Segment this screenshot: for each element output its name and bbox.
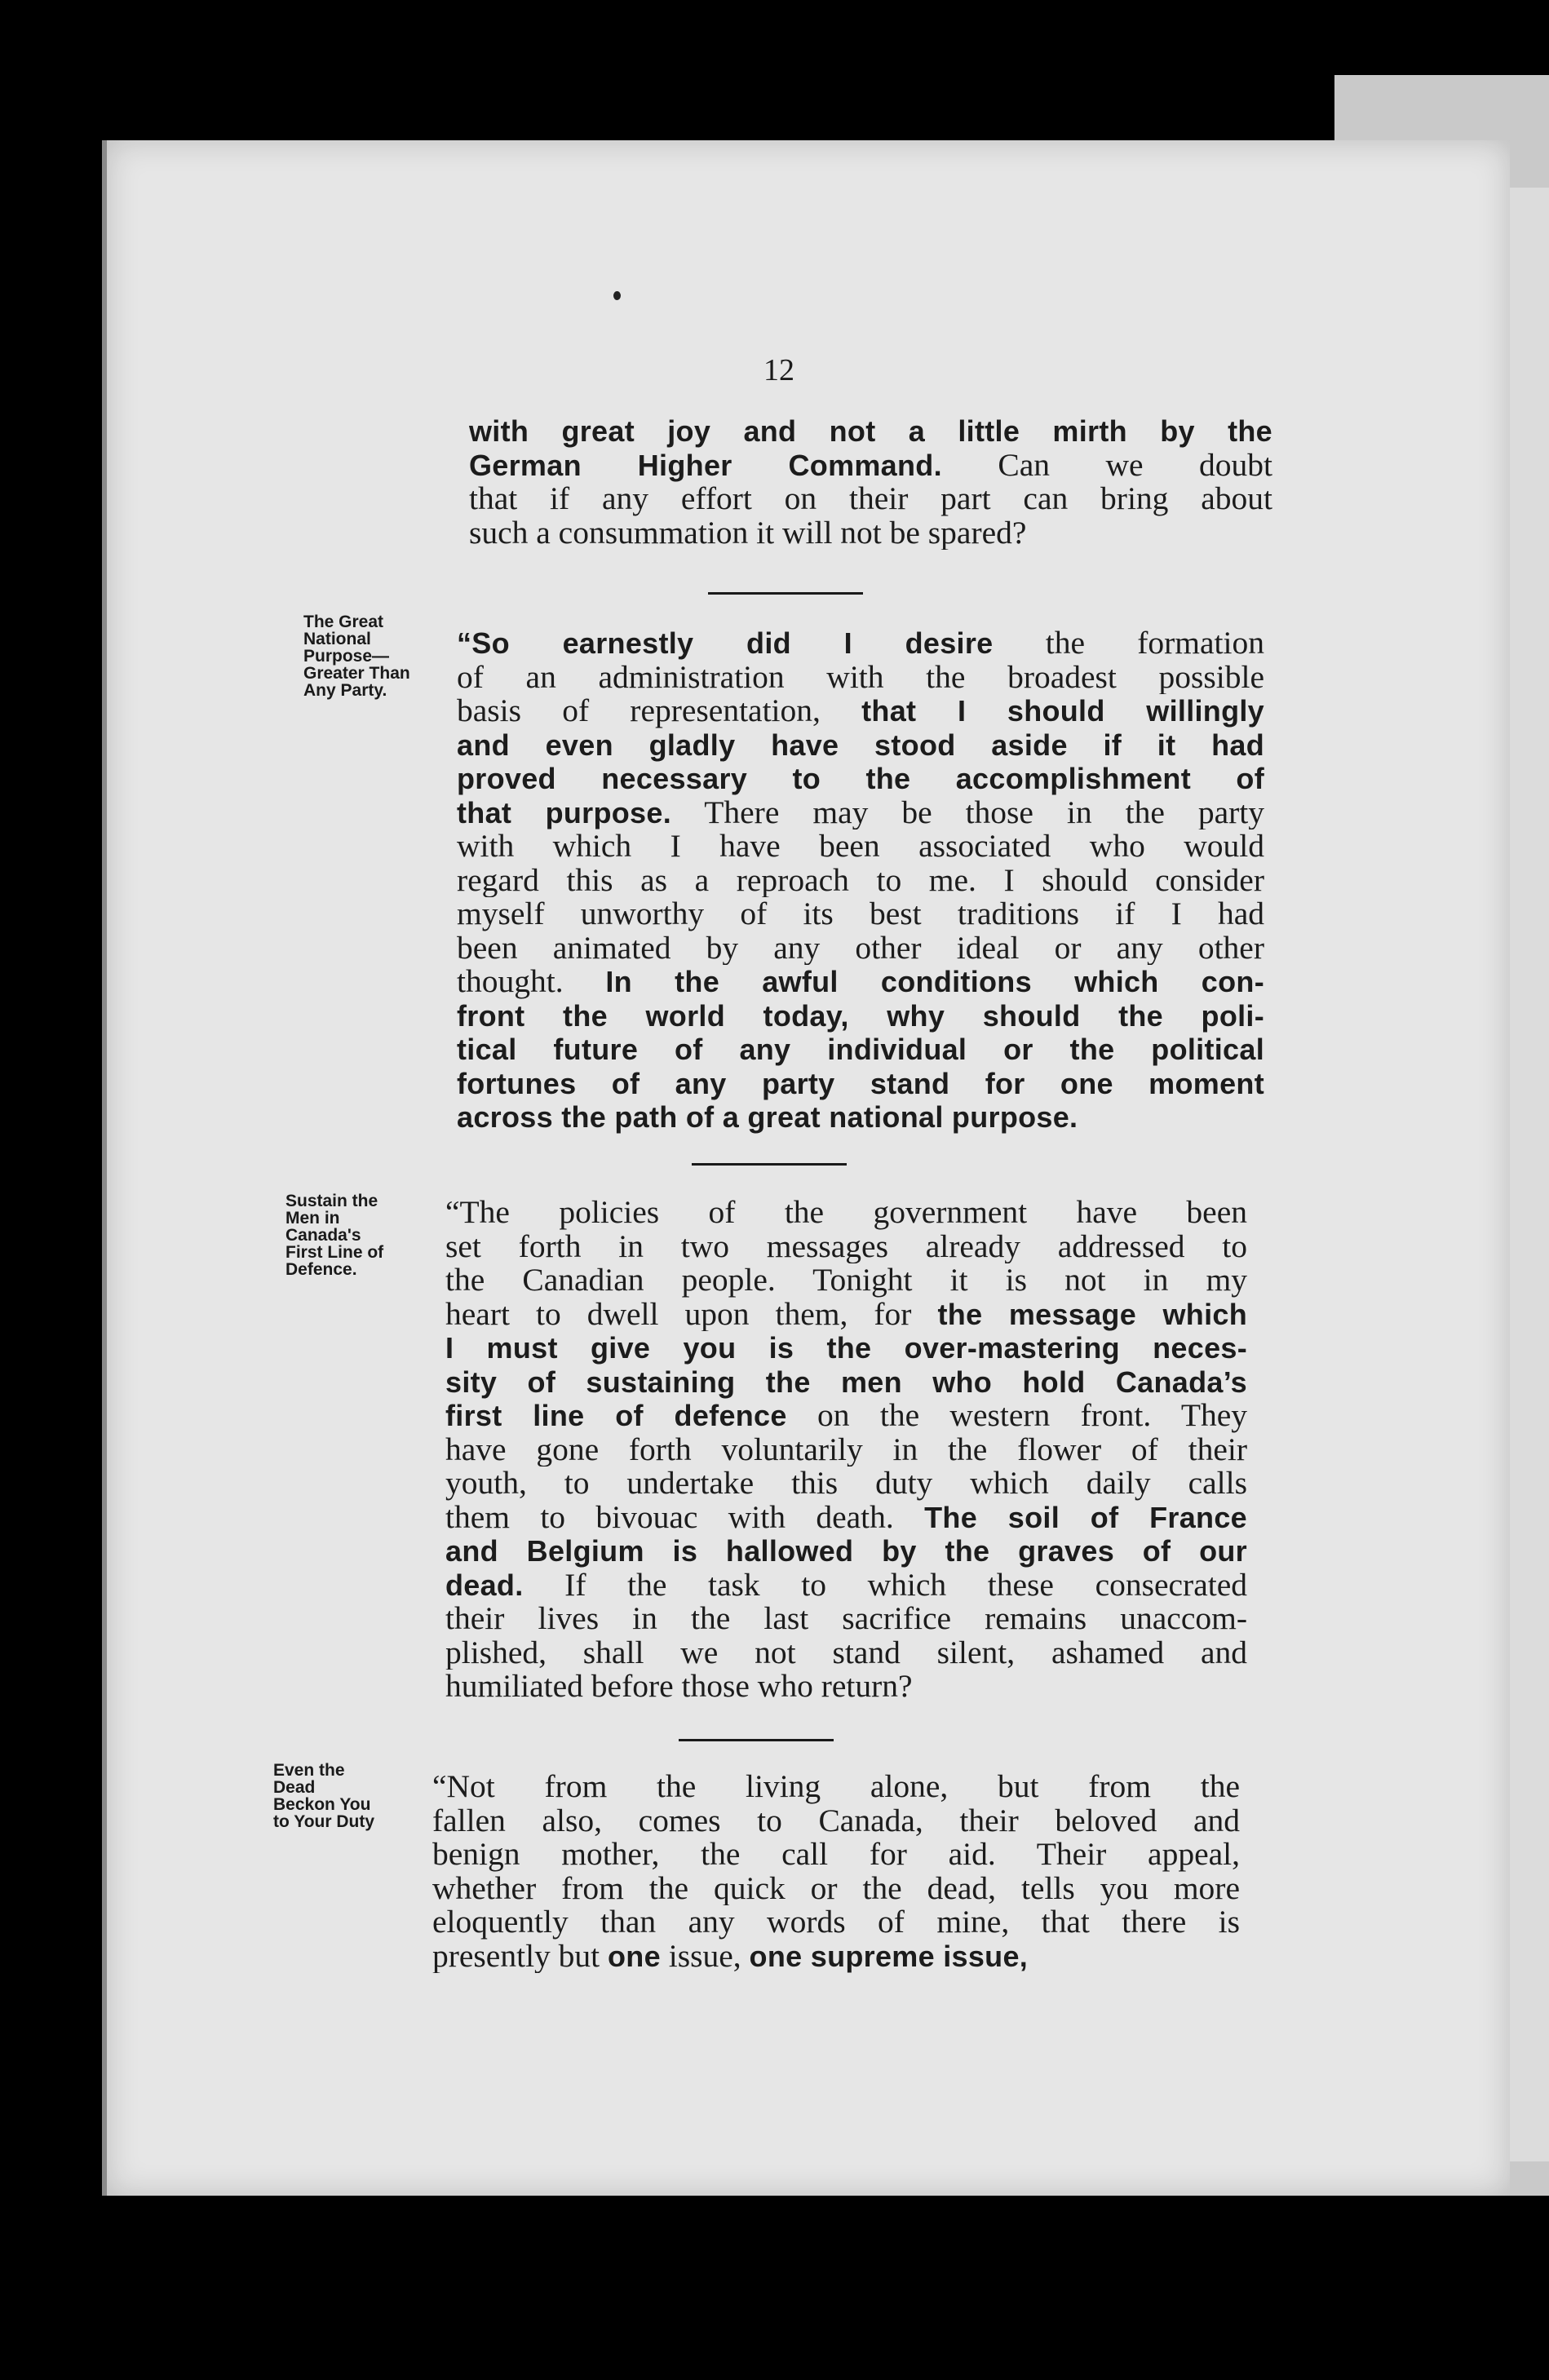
section-divider-3 bbox=[679, 1739, 834, 1741]
paragraph-german-higher-command bbox=[469, 414, 1272, 550]
bold-text-run: and even gladly have stood aside if it had bbox=[457, 728, 1264, 762]
bold-text-run: I must give you is the over-mastering neces- bbox=[445, 1331, 1247, 1365]
bold-text-run: front the world today, why should the poli- bbox=[457, 998, 1264, 1033]
text-line bbox=[457, 626, 1264, 661]
text-line bbox=[457, 999, 1264, 1033]
text-run: issue, bbox=[660, 1939, 750, 1973]
bold-text-run: across the path of a great national purpose. bbox=[457, 1100, 1078, 1134]
text-line bbox=[457, 897, 1264, 931]
bold-text-run: German Higher Command. bbox=[469, 448, 942, 482]
margin-note-dead-beckon: Even the Dead Beckon You to Your Duty bbox=[273, 1761, 375, 1831]
text-line bbox=[445, 1670, 1247, 1704]
text-run: that if any effort on their part can bring about bbox=[469, 482, 1272, 516]
text-run: have gone forth voluntarily in the flower of their bbox=[445, 1432, 1247, 1466]
text-run: them to bivouac with death. bbox=[445, 1500, 925, 1534]
text-line bbox=[445, 1534, 1247, 1568]
paragraph-call-for-aid bbox=[432, 1770, 1240, 1973]
text-line bbox=[445, 1568, 1247, 1603]
text-line bbox=[457, 1067, 1264, 1101]
text-line bbox=[432, 1838, 1240, 1872]
text-line bbox=[457, 661, 1264, 695]
text-run: plished, shall we not stand silent, ashamed and bbox=[445, 1635, 1247, 1670]
text-line bbox=[469, 449, 1272, 483]
text-line bbox=[445, 1331, 1247, 1365]
text-run: myself unworthy of its best traditions if I had bbox=[457, 897, 1264, 931]
bold-text-run: The soil of France bbox=[924, 1500, 1247, 1534]
text-run: basis of representation, bbox=[457, 694, 862, 728]
section-divider-1 bbox=[708, 592, 863, 595]
text-line bbox=[445, 1433, 1247, 1467]
ink-speck bbox=[613, 291, 621, 300]
bold-text-run: In the awful conditions which con- bbox=[605, 965, 1264, 998]
text-line bbox=[457, 1100, 1264, 1135]
text-line bbox=[432, 1940, 1240, 1974]
text-run: Can we doubt bbox=[941, 448, 1272, 482]
text-line bbox=[445, 1399, 1247, 1433]
text-line bbox=[445, 1263, 1247, 1298]
text-run: with which I have been associated who would bbox=[457, 829, 1264, 864]
text-run: There may be those in the party bbox=[671, 795, 1264, 829]
text-line bbox=[457, 762, 1264, 796]
text-line bbox=[445, 1230, 1247, 1264]
text-line bbox=[469, 414, 1272, 449]
text-run: eloquently than any words of mine, that there is bbox=[432, 1905, 1240, 1940]
text-run: the Canadian people. Tonight it is not in my bbox=[445, 1263, 1247, 1298]
text-line bbox=[445, 1466, 1247, 1501]
bold-text-run: one supreme issue, bbox=[749, 1939, 1029, 1973]
text-line bbox=[432, 1804, 1240, 1838]
text-line bbox=[445, 1365, 1247, 1400]
text-line bbox=[445, 1636, 1247, 1670]
bold-text-run: one bbox=[608, 1939, 661, 1973]
page-number: 12 bbox=[763, 353, 794, 387]
text-run: set forth in two messages already addressed to bbox=[445, 1229, 1247, 1263]
bold-text-run: that I should willingly bbox=[861, 694, 1264, 728]
text-line bbox=[432, 1872, 1240, 1906]
text-run: benign mother, the call for aid. Their appeal, bbox=[432, 1838, 1240, 1872]
bold-text-run: fortunes of any party stand for one moment bbox=[457, 1066, 1264, 1100]
text-line bbox=[457, 965, 1264, 999]
text-line bbox=[445, 1196, 1247, 1230]
text-line bbox=[469, 482, 1272, 516]
bold-text-run: and Belgium is hallowed by the graves of our bbox=[445, 1534, 1247, 1568]
text-run: of an administration with the broadest possible bbox=[457, 660, 1264, 694]
text-run: presently but bbox=[432, 1939, 609, 1973]
text-line bbox=[432, 1770, 1240, 1804]
text-line bbox=[457, 1033, 1264, 1067]
text-line bbox=[457, 864, 1264, 898]
bold-text-run: sity of sustaining the men who hold Canada’s bbox=[445, 1365, 1247, 1399]
text-line bbox=[457, 931, 1264, 966]
text-run: “Not from the living alone, but from the bbox=[432, 1770, 1240, 1804]
margin-note-national-purpose: The Great National Purpose— Greater Than Any Party. bbox=[303, 613, 410, 700]
text-run: humiliated before those who return? bbox=[445, 1670, 913, 1704]
text-run: been animated by any other ideal or any other bbox=[457, 931, 1264, 965]
bold-text-run: with great joy and not a little mirth by the bbox=[469, 414, 1272, 448]
text-line bbox=[445, 1501, 1247, 1535]
margin-note-first-line-of-defence: Sustain the Men in Canada's First Line of Defence. bbox=[285, 1192, 384, 1279]
bold-text-run: that purpose. bbox=[457, 795, 672, 829]
bold-text-run: dead. bbox=[445, 1568, 524, 1602]
bold-text-run: first line of defence bbox=[445, 1399, 787, 1432]
text-run: such a consummation it will not be spared? bbox=[469, 515, 1027, 550]
text-run: fallen also, comes to Canada, their beloved and bbox=[432, 1803, 1240, 1838]
paragraph-national-purpose bbox=[457, 626, 1264, 1135]
text-run: whether from the quick or the dead, tells you more bbox=[432, 1871, 1240, 1905]
text-run: If the task to which these consecrated bbox=[523, 1568, 1247, 1602]
text-run: thought. bbox=[457, 965, 606, 999]
paragraph-first-line-of-defence bbox=[445, 1196, 1247, 1704]
text-line bbox=[457, 694, 1264, 728]
text-line bbox=[469, 516, 1272, 551]
bold-text-run: “So earnestly did I desire bbox=[457, 626, 994, 660]
text-run: their lives in the last sacrifice remains unaccom- bbox=[445, 1602, 1247, 1636]
text-line bbox=[457, 728, 1264, 763]
text-run: on the western front. They bbox=[786, 1399, 1247, 1433]
text-run: youth, to undertake this duty which daily calls bbox=[445, 1466, 1247, 1501]
text-line bbox=[432, 1905, 1240, 1940]
text-run: “The policies of the government have been bbox=[445, 1196, 1247, 1230]
bold-text-run: the message which bbox=[937, 1297, 1247, 1331]
text-line bbox=[445, 1602, 1247, 1636]
text-line bbox=[457, 796, 1264, 830]
section-divider-2 bbox=[692, 1163, 847, 1166]
bold-text-run: proved necessary to the accomplishment of bbox=[457, 762, 1264, 795]
text-run: the formation bbox=[993, 626, 1264, 661]
text-line bbox=[457, 829, 1264, 864]
text-run: regard this as a reproach to me. I should consider bbox=[457, 863, 1264, 897]
text-run: heart to dwell upon them, for bbox=[445, 1297, 938, 1331]
bold-text-run: tical future of any individual or the political bbox=[457, 1033, 1264, 1066]
text-line bbox=[445, 1298, 1247, 1332]
adjacent-page-strip bbox=[1507, 188, 1549, 2161]
